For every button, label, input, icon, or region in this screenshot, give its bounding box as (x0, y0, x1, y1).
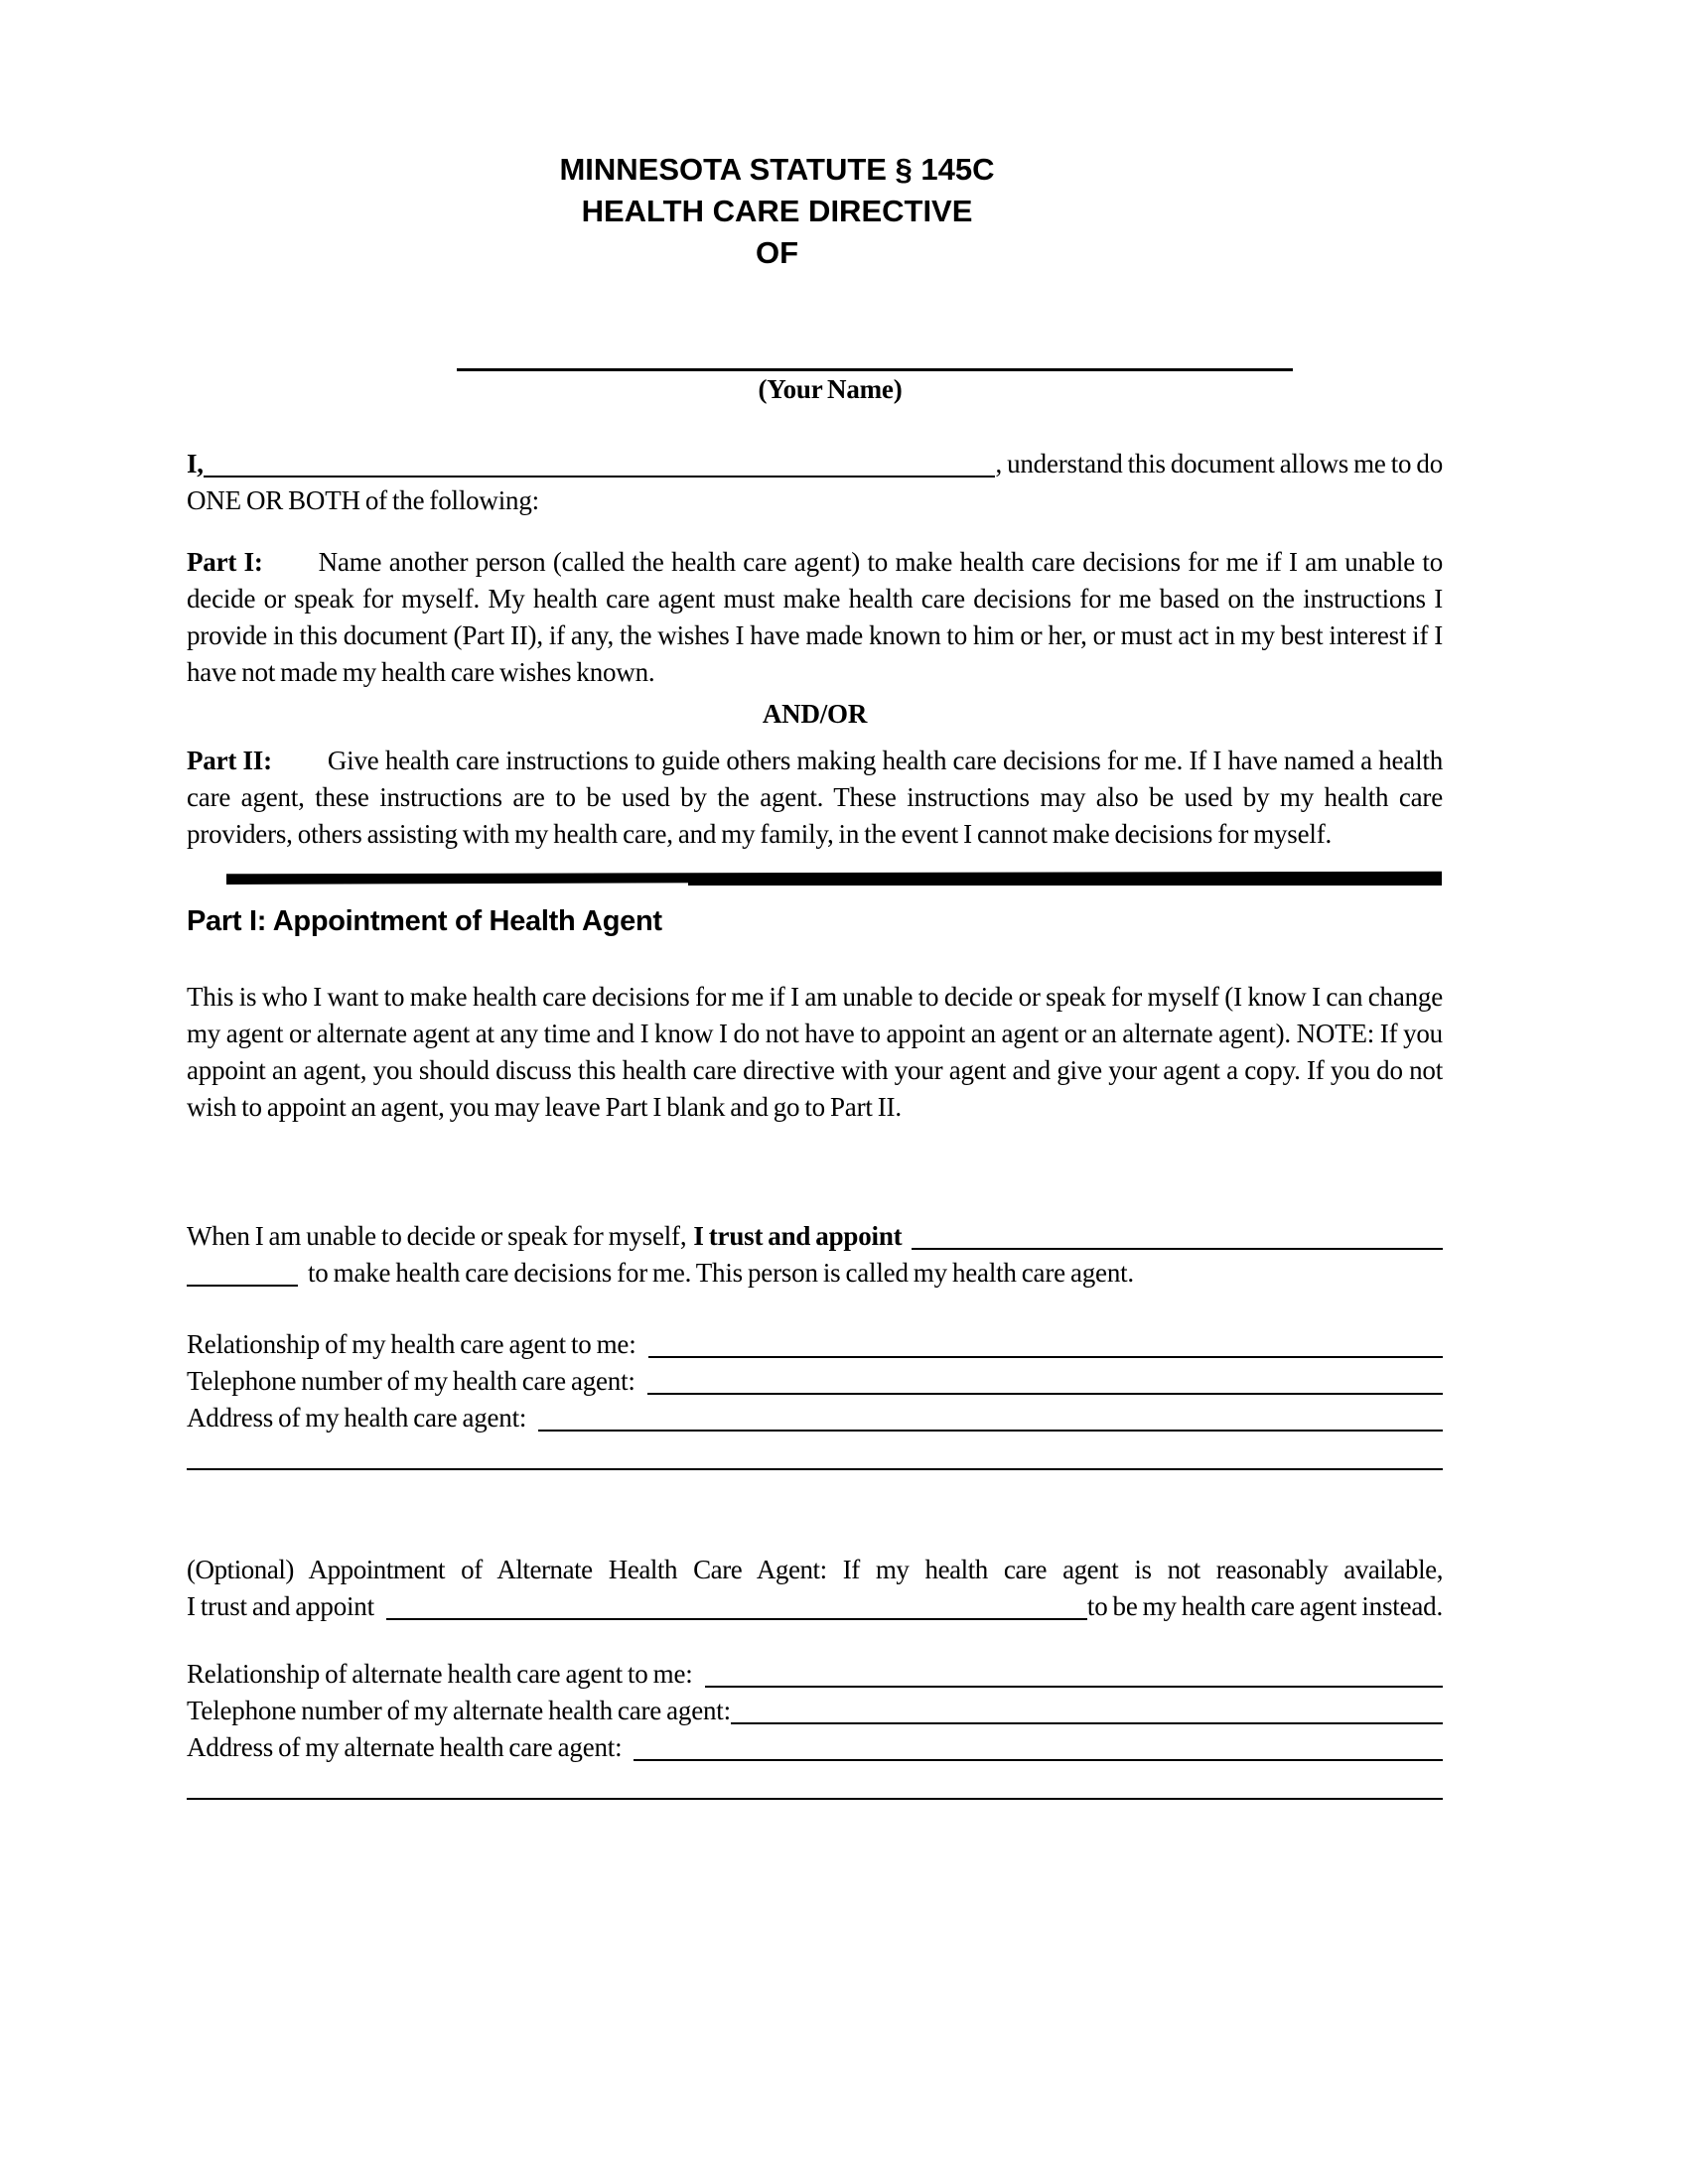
content-column (187, 0, 1443, 1800)
part2-summary-text: Give health care instructions to guide others making health care decisions for me. If I have named a health care agent, these instructions are to be used by the agent. These instructions may also be used by my health care providers, others assisting with my health care, and my family, in the event I cannot make decisions for myself. (187, 746, 1443, 849)
agent-name-fill-line[interactable] (912, 1224, 1443, 1250)
relationship-fill-line[interactable] (648, 1332, 1443, 1358)
part2-summary-paragraph (187, 743, 1443, 853)
address-label: Address of my health care agent: (187, 1403, 527, 1433)
part1-lead: Part I: (187, 547, 263, 577)
field-row-telephone (187, 1363, 1443, 1400)
alternate-agent-name-fill-line[interactable] (386, 1594, 1087, 1620)
title-line-statute: MINNESOTA STATUTE § 145C (559, 152, 995, 187)
relationship-label: Relationship of my health care agent to me: (187, 1329, 636, 1359)
intro-statement (187, 446, 1443, 519)
appoint-pre-text: When I am unable to decide or speak for myself, (187, 1221, 687, 1251)
field-row-alt-relationship (187, 1656, 1443, 1693)
alternate-appoint-line (187, 1588, 1443, 1625)
intro-prefix: I, (187, 449, 204, 478)
intro-line-2: ONE OR BOTH of the following: (187, 485, 539, 515)
alt-telephone-fill-line[interactable] (731, 1699, 1443, 1724)
section-divider-bar (226, 873, 1442, 886)
title-line-directive: HEALTH CARE DIRECTIVE (581, 194, 973, 228)
alt-relationship-label: Relationship of alternate health care agent to me: (187, 1659, 693, 1689)
appoint-line-2 (187, 1255, 1443, 1292)
document-title (149, 149, 1405, 274)
your-name-caption: (Your Name) (758, 374, 903, 404)
your-name-fill-line[interactable] (457, 348, 1293, 371)
and-or-label: AND/OR (762, 699, 868, 729)
address-continuation-fill-line[interactable] (187, 1464, 1443, 1470)
alt-address-label: Address of my alternate health care agent: (187, 1732, 623, 1762)
part1-section-heading: Part I: Appointment of Health Agent (187, 905, 662, 937)
field-row-relationship (187, 1326, 1443, 1363)
appoint-agent-statement (187, 1218, 1443, 1292)
alt-address-fill-line[interactable] (634, 1735, 1443, 1761)
alt-relationship-fill-line[interactable] (705, 1662, 1443, 1688)
declarant-name-fill-line[interactable] (204, 452, 996, 478)
intro-line-1 (187, 446, 1443, 482)
your-name-block (187, 348, 1443, 408)
field-row-alt-address (187, 1729, 1443, 1766)
alternate-appoint-prefix: I trust and appoint (187, 1591, 374, 1621)
appoint-bold-text: I trust and appoint (693, 1221, 903, 1251)
part2-lead: Part II: (187, 746, 272, 775)
appoint-line-1 (187, 1218, 1443, 1255)
alt-address-continuation-fill-line[interactable] (187, 1794, 1443, 1800)
telephone-fill-line[interactable] (647, 1369, 1443, 1395)
address-fill-line[interactable] (538, 1406, 1443, 1432)
intro-suffix: , understand this document allows me to do (995, 449, 1443, 478)
agent-fields (187, 1326, 1443, 1436)
appoint-post-text: to make health care decisions for me. This person is called my health care agent. (308, 1258, 1134, 1288)
alternate-agent-statement (187, 1552, 1443, 1625)
alt-telephone-label: Telephone number of my alternate health care agent: (187, 1696, 731, 1725)
alternate-agent-fields (187, 1656, 1443, 1766)
part1-summary-paragraph (187, 544, 1443, 691)
field-row-address (187, 1400, 1443, 1436)
telephone-label: Telephone number of my health care agent: (187, 1366, 635, 1396)
part1-summary-text: Name another person (called the health care agent) to make health care decisions for me if I am unable to decide or speak for myself. My health care agent must make health care decisions for me based on the instructions I provide in this document (Part II), if any, the wishes I have made known to him or her, or must act in my best interest if I have not made my health care wishes known. (187, 547, 1443, 687)
field-row-alt-telephone (187, 1693, 1443, 1729)
title-line-of: OF (755, 235, 799, 270)
alternate-appoint-suffix: to be my health care agent instead. (1086, 1591, 1443, 1621)
part1-intro-paragraph: This is who I want to make health care decisions for me if I am unable to decide or speak for myself (I know I can change my agent or alternate agent at any time and I know I do not have to appoint an agent or an alternate agent). NOTE: If you appoint an agent, you should discuss this health care directive with your agent and give your agent a copy. If you do not wish to appoint an agent, you may leave Part I blank and go to Part II. (187, 982, 1443, 1122)
divider-stroke (688, 878, 1442, 886)
alternate-intro-text: (Optional) Appointment of Alternate Health Care Agent: If my health care agent is not reasonably available, (187, 1555, 1443, 1584)
agent-name-fill-line-continued[interactable] (187, 1261, 298, 1287)
